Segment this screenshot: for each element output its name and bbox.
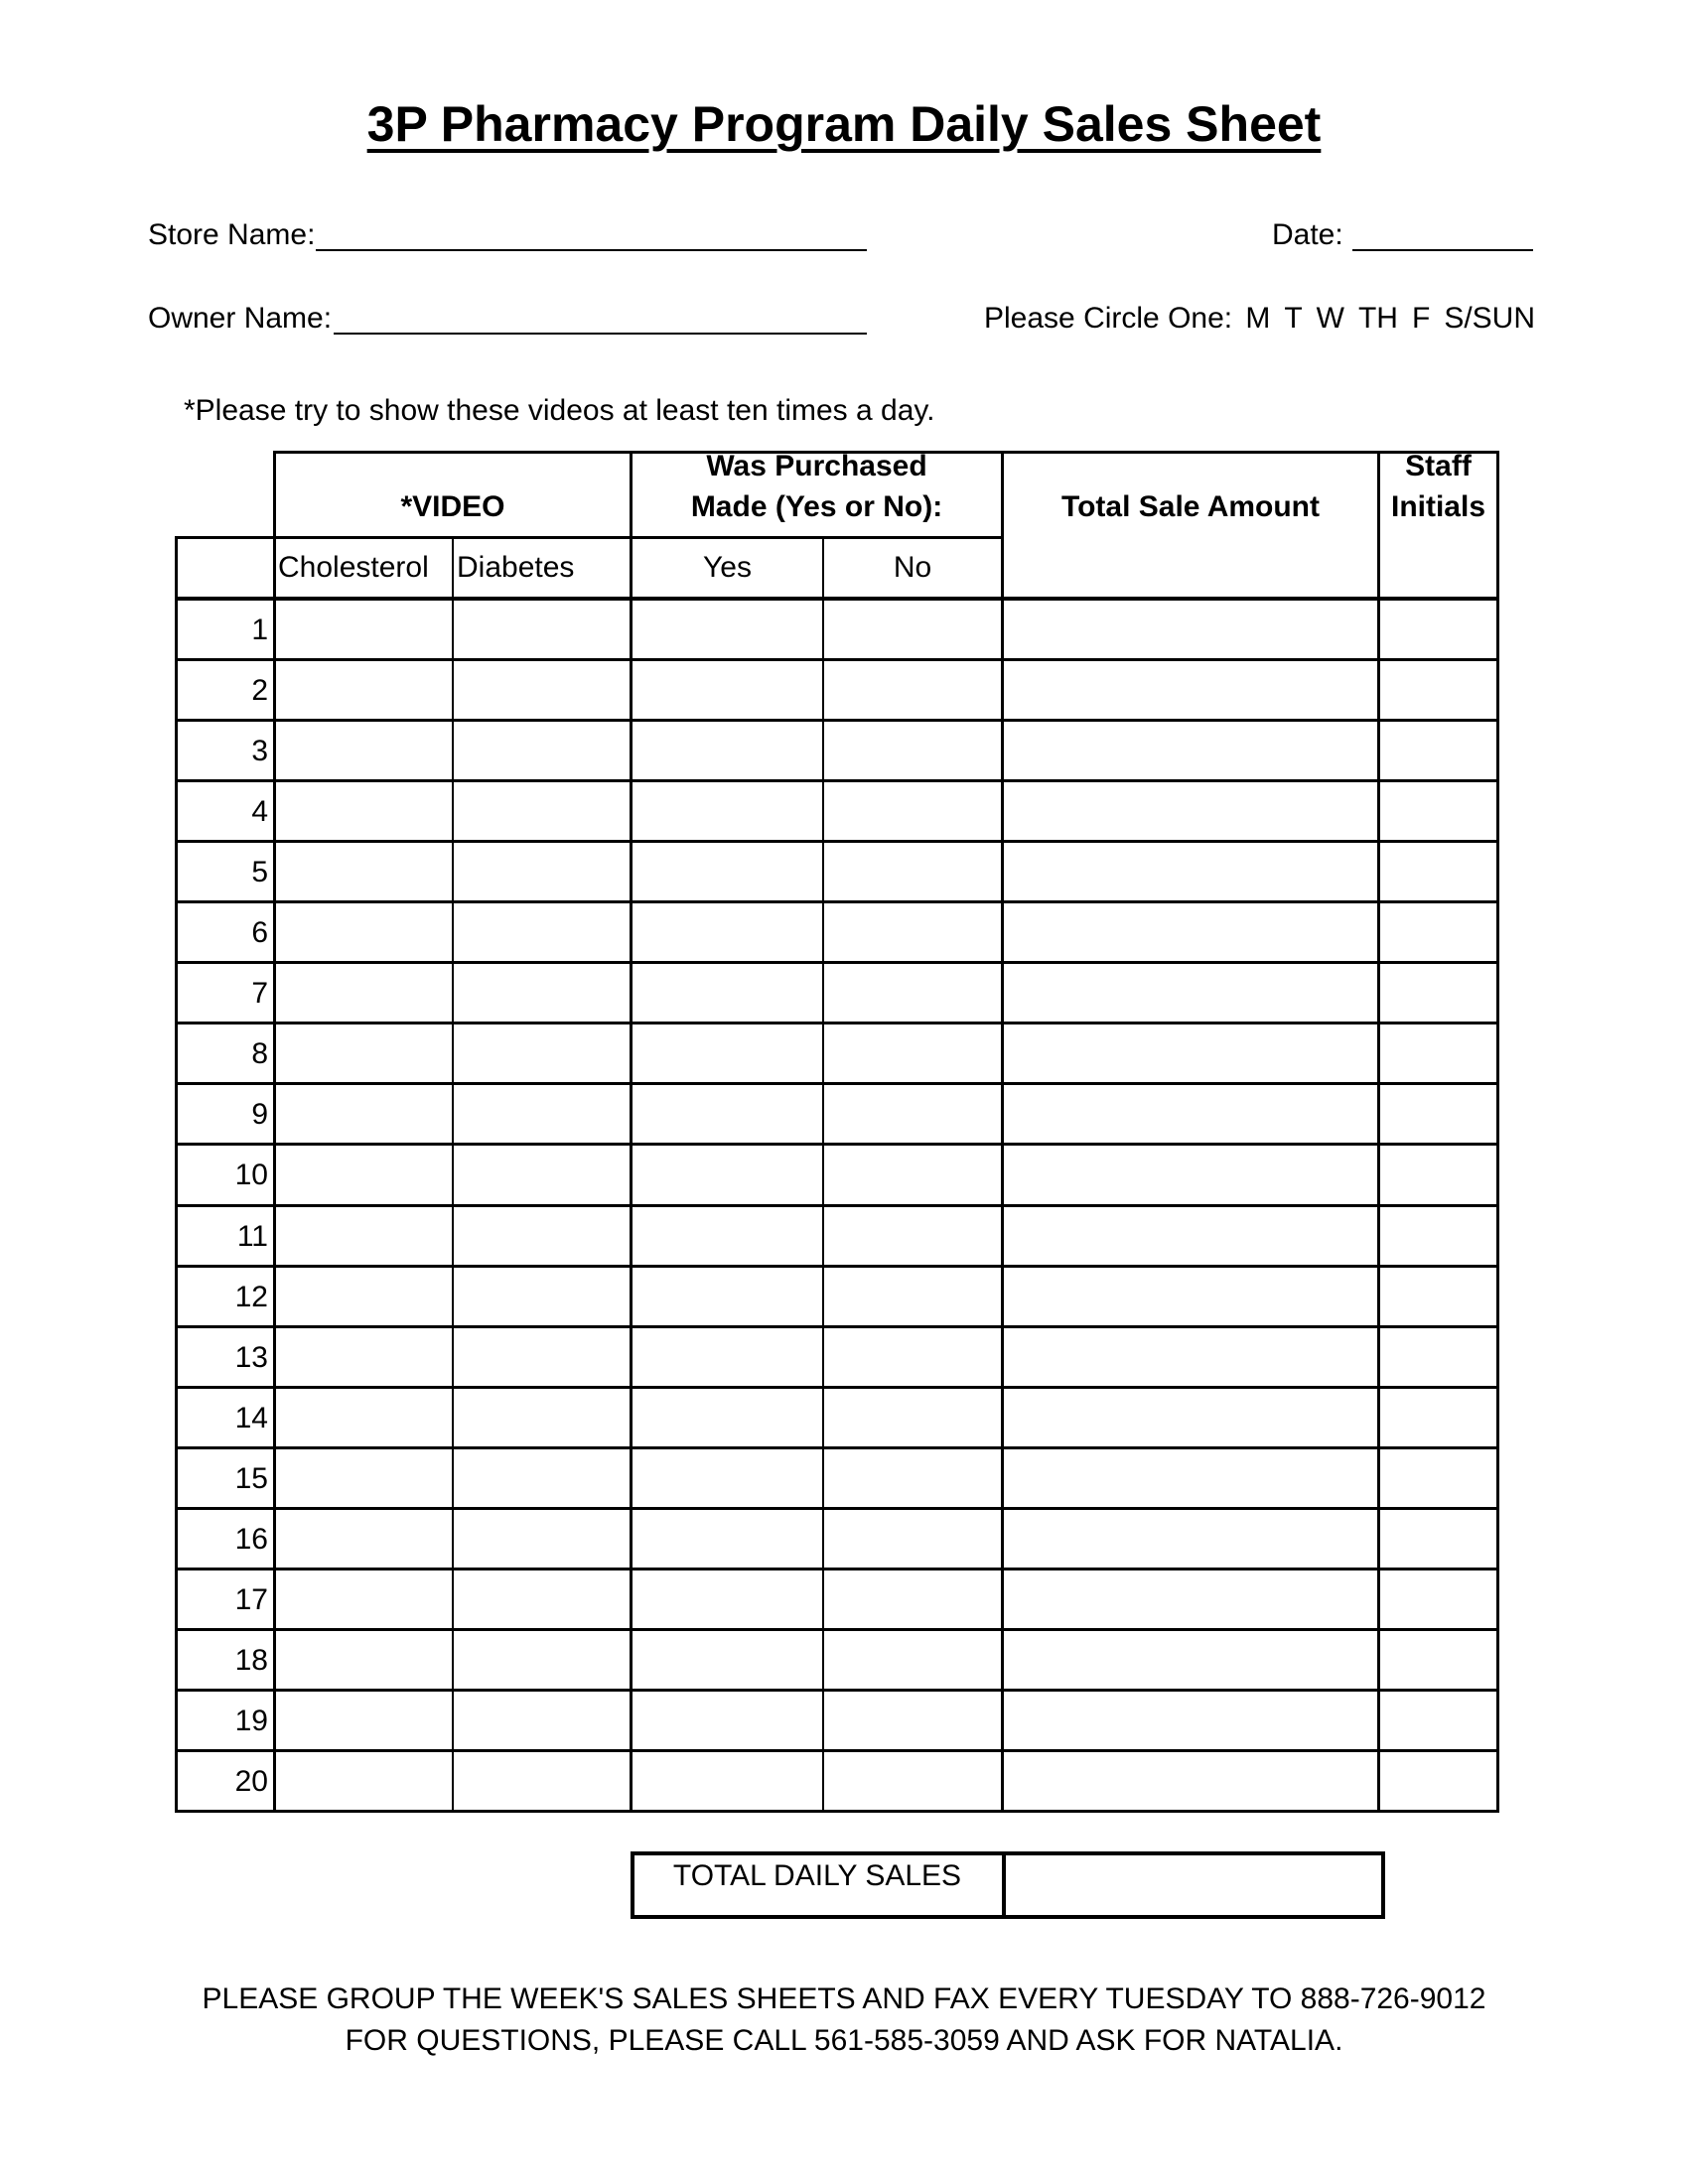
row-number: 19	[234, 1705, 268, 1737]
table-row-divider	[175, 1265, 1499, 1268]
staff-header-line1: Staff	[1405, 450, 1472, 482]
row-number: 4	[251, 795, 268, 828]
store-name-label: Store Name:	[148, 218, 316, 251]
diabetes-subheader: Diabetes	[457, 551, 575, 584]
row-number: 7	[251, 977, 268, 1010]
footer-contact-instruction: FOR QUESTIONS, PLEASE CALL 561‐585‐3059 AND ASK FOR NATALIA.	[345, 2024, 1343, 2057]
table-row-divider	[175, 1628, 1499, 1631]
row-number: 3	[251, 735, 268, 767]
total-daily-sales-label: TOTAL DAILY SALES	[672, 1859, 962, 1892]
day-options	[1247, 301, 1535, 337]
table-row-divider	[175, 1386, 1499, 1389]
date-label: Date:	[1272, 218, 1343, 251]
table-col-divider	[630, 451, 633, 1811]
row-number: 5	[251, 856, 268, 888]
footer-fax-instruction: PLEASE GROUP THE WEEK'S SALES SHEETS AND FAX EVERY TUESDAY TO 888‐726‐9012	[202, 1982, 1486, 2015]
table-row-divider	[175, 719, 1499, 722]
table-row-divider	[175, 1143, 1499, 1146]
table-col-divider	[1001, 451, 1004, 1811]
table-col-divider	[273, 451, 276, 1811]
row-number: 12	[234, 1281, 268, 1313]
table-row-divider	[175, 1022, 1499, 1024]
day-option-m[interactable]: M	[1245, 302, 1271, 335]
date-field[interactable]	[1352, 249, 1533, 251]
table-row-divider	[175, 1810, 1499, 1813]
table-row-divider	[175, 900, 1499, 903]
table-col-divider	[452, 537, 454, 1811]
table-row-divider	[175, 658, 1499, 661]
row-number: 16	[234, 1523, 268, 1556]
table-row-divider	[175, 1082, 1499, 1085]
row-number: 13	[234, 1341, 268, 1374]
row-number: 1	[251, 614, 268, 646]
day-option-th[interactable]: TH	[1357, 302, 1398, 335]
row-number: 14	[234, 1402, 268, 1434]
table-row-divider	[175, 1689, 1499, 1692]
row-number: 11	[236, 1220, 268, 1253]
row-number: 20	[234, 1765, 268, 1798]
footer	[0, 1979, 1688, 2062]
owner-name-label: Owner Name:	[148, 302, 333, 335]
table-row-divider	[175, 1749, 1499, 1752]
purchase-header-line2: Made (Yes or No):	[690, 490, 943, 523]
day-option-w[interactable]: W	[1316, 302, 1344, 335]
yes-subheader: Yes	[703, 551, 752, 584]
video-header: *VIDEO	[400, 490, 505, 523]
table-row-divider	[175, 1325, 1499, 1328]
cholesterol-subheader: Cholesterol	[278, 551, 429, 584]
table-row-divider	[175, 1204, 1499, 1207]
owner-name-field[interactable]	[334, 333, 867, 335]
row-number: 17	[234, 1583, 268, 1616]
table-row-divider	[175, 840, 1499, 843]
row-number: 9	[251, 1098, 268, 1131]
total-daily-sales-field[interactable]	[1006, 1855, 1381, 1915]
row-number: 15	[234, 1462, 268, 1495]
table-row-divider	[175, 1568, 1499, 1570]
day-option-t[interactable]: T	[1284, 302, 1303, 335]
row-number: 18	[234, 1644, 268, 1677]
table-row-divider	[175, 1446, 1499, 1449]
row-number: 2	[251, 674, 268, 707]
table-col-divider	[822, 537, 824, 1811]
table-row-divider	[175, 779, 1499, 782]
page-title: 3P Pharmacy Program Daily Sales Sheet	[366, 96, 1322, 152]
instruction-note: *Please try to show these videos at least ten times a day.	[184, 394, 935, 427]
circle-day-label: Please Circle One:	[984, 302, 1233, 335]
table-row-divider	[175, 1507, 1499, 1510]
row-number: 10	[234, 1159, 268, 1191]
table-row-divider	[175, 961, 1499, 964]
day-option-s-sun[interactable]: S/SUN	[1444, 302, 1535, 335]
store-name-field[interactable]	[316, 249, 867, 251]
row-number: 8	[251, 1037, 268, 1070]
table-border-right	[1496, 451, 1499, 1811]
table-border-left	[175, 537, 178, 1811]
no-subheader: No	[893, 551, 932, 584]
total-sale-header: Total Sale Amount	[1060, 490, 1320, 523]
table-col-divider	[1377, 451, 1380, 1811]
purchase-header-line1: Was Purchased	[706, 450, 927, 482]
staff-header-line2: Initials	[1390, 490, 1486, 523]
table-header-bottom	[175, 597, 1499, 601]
day-option-f[interactable]: F	[1411, 302, 1431, 335]
table-header-divider	[175, 536, 1003, 539]
row-number: 6	[251, 916, 268, 949]
